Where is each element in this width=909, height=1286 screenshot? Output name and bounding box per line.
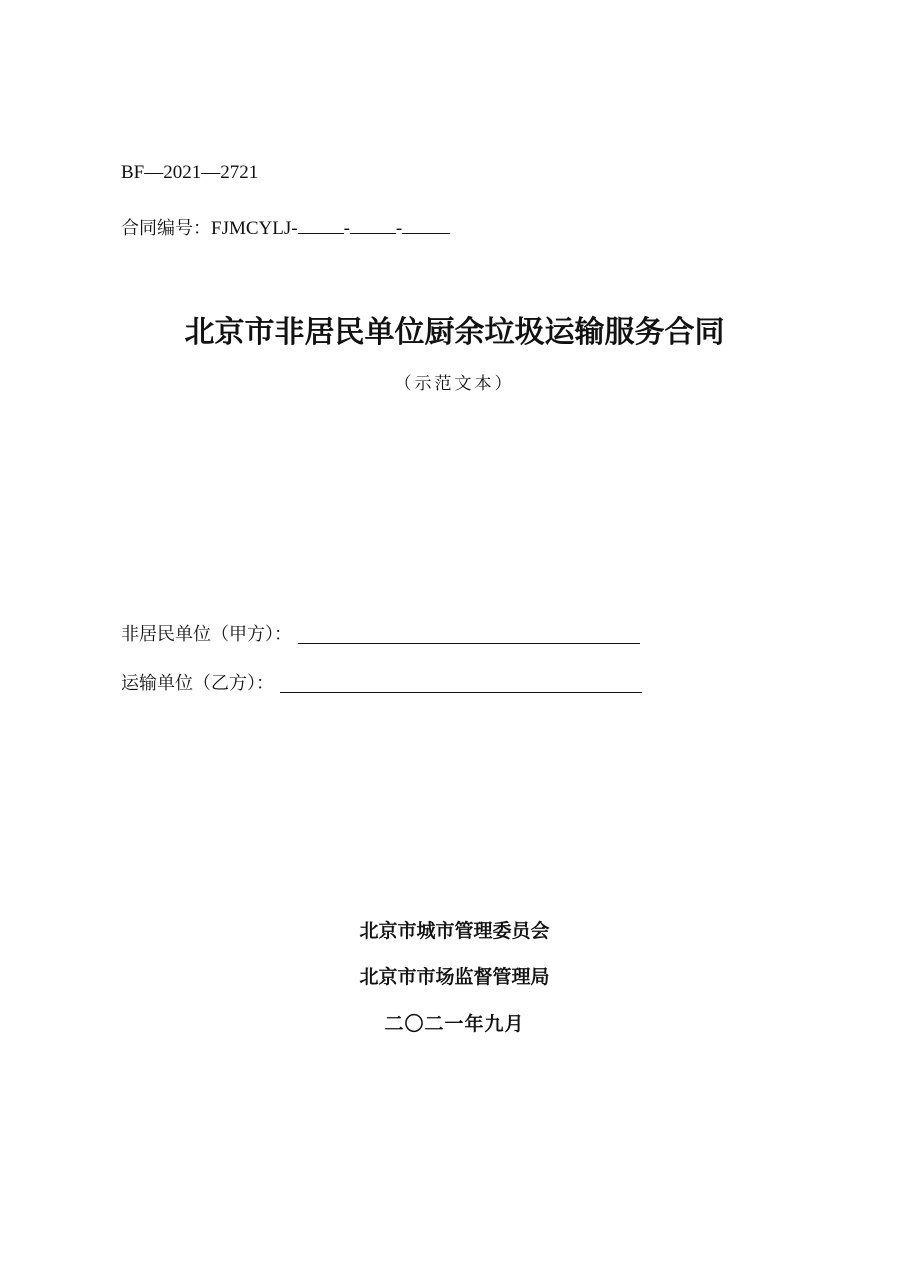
- contract-number-blank-1[interactable]: [298, 215, 344, 234]
- party-b-row: [121, 669, 642, 697]
- document-code: BF—2021—2721: [121, 162, 259, 183]
- party-a-label: 非居民单位（甲方）：: [121, 624, 292, 645]
- issuer-city-management-commission: 北京市城市管理委员会: [359, 920, 550, 942]
- party-b-label: 运输单位（乙方）：: [121, 673, 274, 694]
- document-subtitle: （示范文本）: [394, 374, 515, 394]
- document-title: 北京市非居民单位厨余垃圾运输服务合同: [184, 315, 725, 350]
- contract-number-line: [121, 215, 450, 242]
- contract-number-separator-2: -: [395, 218, 403, 239]
- issue-date: 二〇二一年九月: [384, 1013, 525, 1035]
- party-a-blank-line[interactable]: [298, 623, 640, 644]
- party-a-row: [121, 620, 640, 648]
- contract-number-prefix: FJMCYLJ-: [211, 218, 298, 239]
- contract-number-separator-1: -: [343, 218, 350, 239]
- contract-number-blank-3[interactable]: [402, 215, 450, 234]
- issuer-market-supervision-bureau: 北京市市场监督管理局: [359, 966, 550, 988]
- contract-number-blank-2[interactable]: [350, 215, 396, 234]
- contract-number-label: 合同编号：: [121, 218, 211, 239]
- party-b-blank-line[interactable]: [280, 672, 642, 693]
